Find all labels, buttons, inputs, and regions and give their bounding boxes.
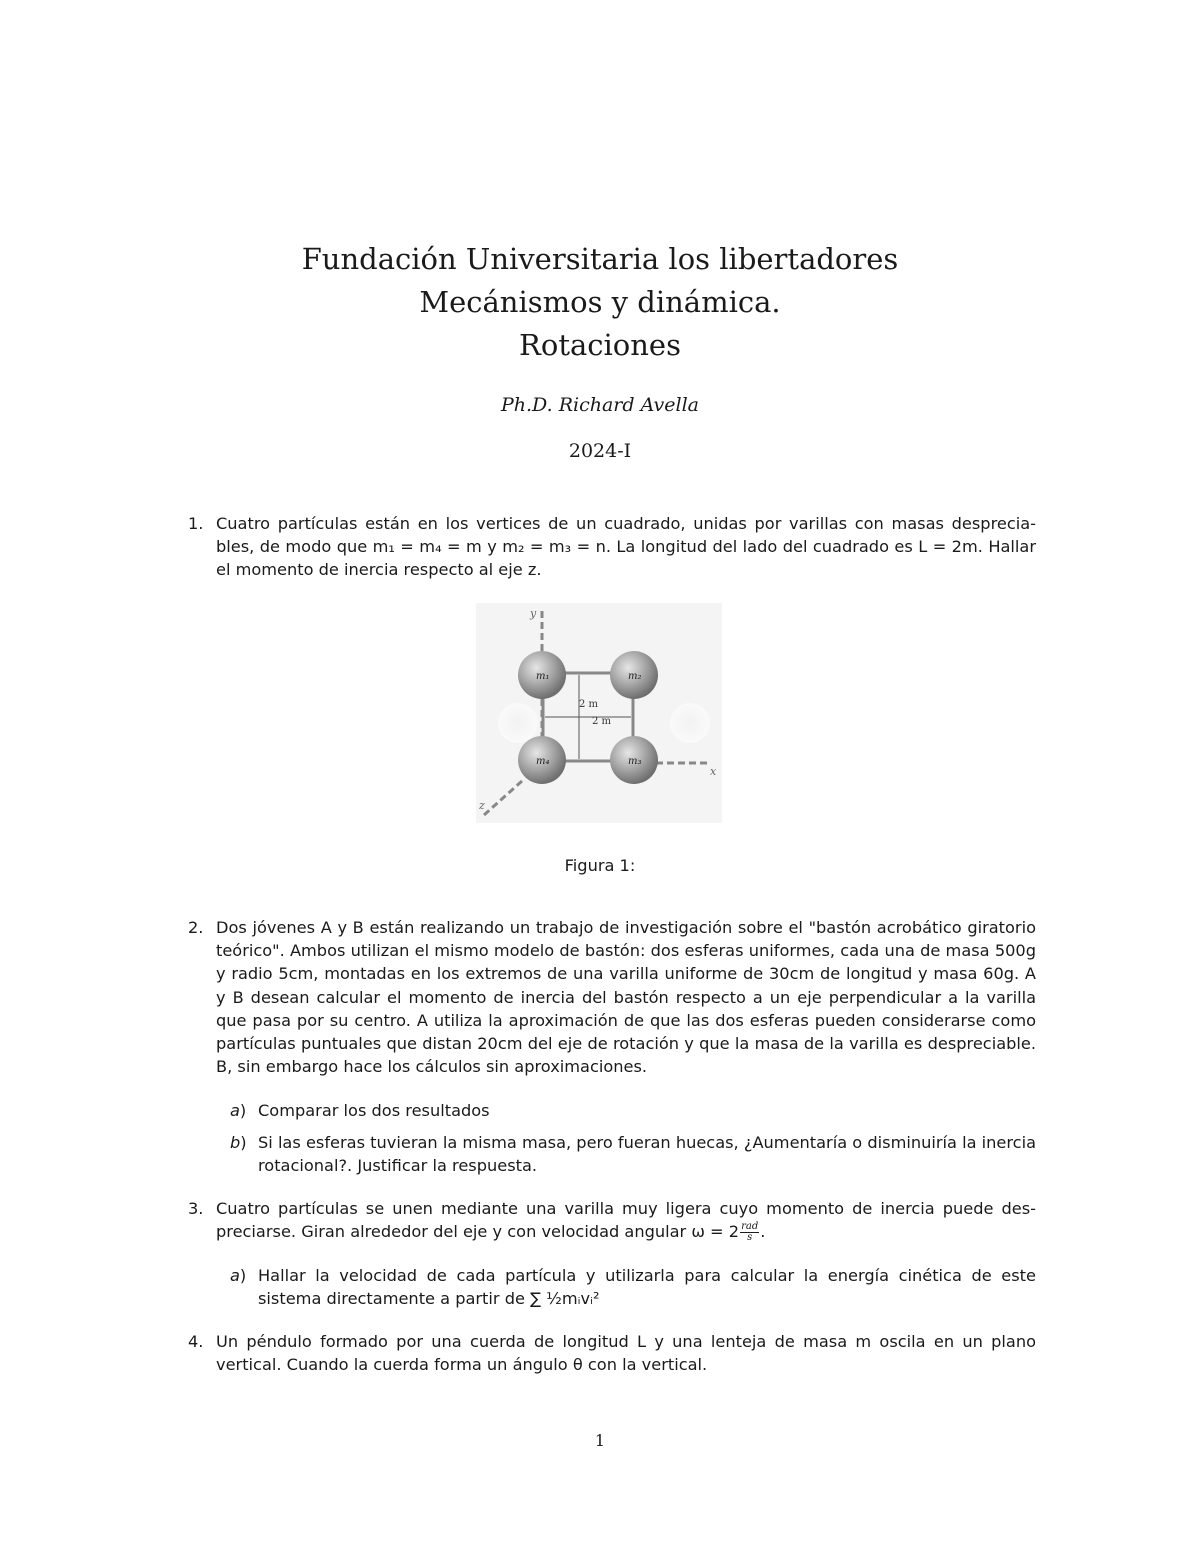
z-axis-label: z bbox=[479, 799, 485, 812]
problem-text: Cuatro partículas están en los vertices de un cuadrado, unidas por varillas con masas desprecia-bles, de modo que m₁ = m₄ = m y m₂ = m₃ = n. La longitud del lado del cuadrado es L = 2m. Hallar el momento de inercia respecto al eje z. bbox=[216, 514, 1036, 580]
problem-text: Dos jóvenes A y B están realizando un trabajo de investigación sobre el "bastón acrobático giratorio teórico". Ambos utilizan el mismo modelo de bastón: dos esferas uniformes, cada una de masa 500g y radio 5cm, montadas en los extremos de una varilla uniforme de 30cm de longitud y masa 60g. A y B desean calcular el momento de inercia del bastón respecto a un eje perpendicular a la varilla que pasa por su centro. A utiliza la aproximación de que las dos esferas pueden considerarse como partículas puntuales que distan 20cm del eje de rotación y que la masa de la varilla es despreciable. B, sin embargo hace los cálculos sin aproximaciones. bbox=[216, 918, 1036, 1077]
term: 2024-I bbox=[568, 440, 632, 462]
dimension-label-horizontal: 2 m bbox=[592, 716, 612, 727]
problem-1 bbox=[188, 512, 1036, 582]
subitem-text: Hallar la velocidad de cada partícula y utilizarla para calcular la energía cinética de este sistema directamente a partir de ∑ ½mᵢvᵢ² bbox=[258, 1266, 1036, 1309]
x-axis-label: x bbox=[710, 765, 717, 778]
dimension-label-vertical: 2 m bbox=[579, 699, 599, 710]
subitem-label: a) bbox=[230, 1101, 247, 1120]
problem-number: 2. bbox=[188, 918, 204, 937]
particle-label-m2: m₂ bbox=[628, 671, 642, 682]
particle-label-m1: m₁ bbox=[536, 671, 550, 682]
subitem-text: Si las esferas tuvieran la misma masa, pero fueran huecas, ¿Aumentaría o disminuiría la inercia rotacional?. Justificar la respuesta. bbox=[258, 1133, 1036, 1176]
course-title: Mecánismos y dinámica. bbox=[419, 285, 781, 319]
problem-2-subitem-a bbox=[230, 1099, 1036, 1122]
problem-number: 4. bbox=[188, 1332, 204, 1351]
subitem-label: b) bbox=[230, 1133, 247, 1152]
problem-number: 3. bbox=[188, 1199, 204, 1218]
topic-title: Rotaciones bbox=[519, 328, 681, 362]
angular-velocity-units: $\frac{\text{rad}}{s}$ bbox=[741, 1221, 759, 1244]
problem-3-subitem-a bbox=[230, 1264, 1036, 1310]
particle-label-m3: m₃ bbox=[628, 756, 642, 767]
problem-text: Cuatro partículas se unen mediante una varilla muy ligera cuyo momento de inercia puede des-preciarse. Giran alrededor del eje y con velocidad angular ω = 2 $\frac{\text{rad}}{s}$ . bbox=[216, 1199, 1036, 1244]
author: Ph.D. Richard Avella bbox=[501, 394, 699, 416]
figure-caption: Figura 1: bbox=[564, 856, 636, 875]
problem-2-subitem-b bbox=[230, 1131, 1036, 1177]
y-axis-label: y bbox=[530, 607, 537, 620]
subitem-label: a) bbox=[230, 1266, 247, 1285]
institution-title: Fundación Universitaria los libertadores bbox=[301, 242, 899, 276]
problem-4 bbox=[188, 1330, 1036, 1376]
figure-1 bbox=[476, 603, 722, 823]
particle-label-m4: m₄ bbox=[536, 756, 550, 767]
title-block bbox=[0, 238, 1200, 367]
page-number: 1 bbox=[594, 1431, 606, 1450]
problem-2 bbox=[188, 916, 1036, 1078]
problem-3 bbox=[188, 1197, 1036, 1243]
problem-number: 1. bbox=[188, 514, 204, 533]
problem-text: Un péndulo formado por una cuerda de longitud L y una lenteja de masa m oscila en un plano vertical. Cuando la cuerda forma un ángulo θ con la vertical. bbox=[216, 1332, 1036, 1375]
subitem-text: Comparar los dos resultados bbox=[258, 1101, 490, 1120]
square-particles-diagram bbox=[476, 603, 722, 823]
